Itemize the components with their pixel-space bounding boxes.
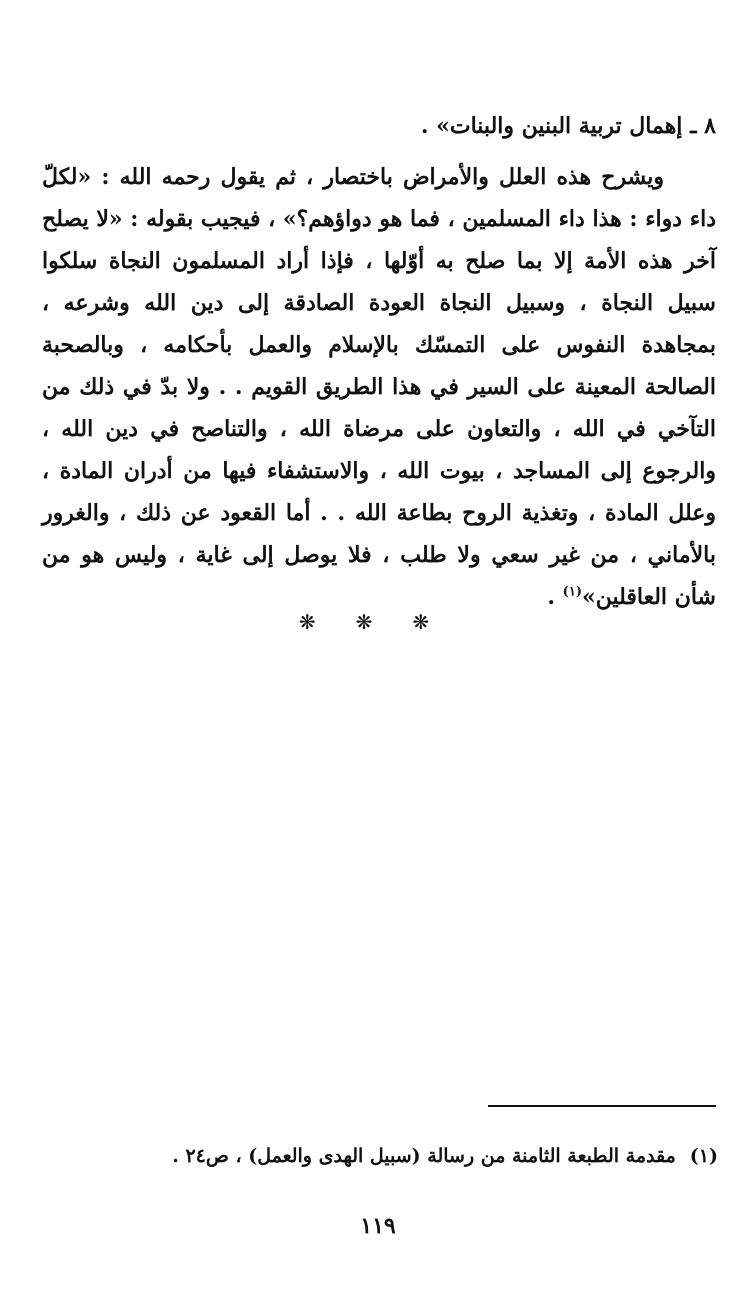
asterisk-ornament-icon: ❋	[355, 610, 401, 634]
paragraph-content	[42, 156, 716, 618]
footnote-number: (١)	[689, 1145, 718, 1167]
footnote-divider	[488, 1105, 716, 1107]
body-paragraph	[42, 156, 716, 618]
paragraph-text: ويشرح هذه العلل والأمراض باختصار ، ثم يقول رحمه الله : «لكلّ داء دواء : هذا داء المسلمين ، فما هو دواؤهم؟» ، فيجيب بقوله : «لا يصلح آخر هذه الأمة إلا بما صلح به أوّلها ، فإذا أراد المسلمون النجاة سلكوا سبيل النجاة ، وسبيل النجاة العودة الصادقة إلى دين الله وشرعه ، بمجاهدة النفوس على التمسّك بالإسلام والعمل بأحكامه ، وبالصحبة الصالحة المعينة على السير في هذا الطريق القويم . . ولا بدّ في ذلك من التآخي في الله ، والتعاون على مرضاة الله ، والتناصح في دين الله ، والرجوع إلى المساجد ، بيوت الله ، والاستشفاء فيها من أدران المادة ، وعلل المادة ، وتغذية الروح بطاعة الله . . أما القعود عن ذلك ، والغرور بالأماني ، من غير سعي ولا طلب ، فلا يوصل إلى غاية ، وليس هو من شأن العاقلين»	[42, 164, 716, 610]
list-item-text: ٨ ـ إهمال تربية البنين والبنات» .	[420, 113, 716, 139]
section-separator	[0, 610, 756, 634]
footnote-text: مقدمة الطبعة الثامنة من رسالة (سبيل الهدى والعمل) ، ص٢٤ .	[172, 1145, 676, 1167]
paragraph-ending: .	[547, 584, 563, 610]
footnote-reference[interactable]: (١)	[562, 584, 582, 600]
asterisk-ornament-icon: ❋	[412, 610, 458, 634]
list-item-heading	[42, 104, 716, 148]
asterisk-ornament-icon: ❋	[298, 610, 344, 634]
footnote	[42, 1145, 718, 1167]
page-number: ١١٩	[360, 1213, 396, 1239]
